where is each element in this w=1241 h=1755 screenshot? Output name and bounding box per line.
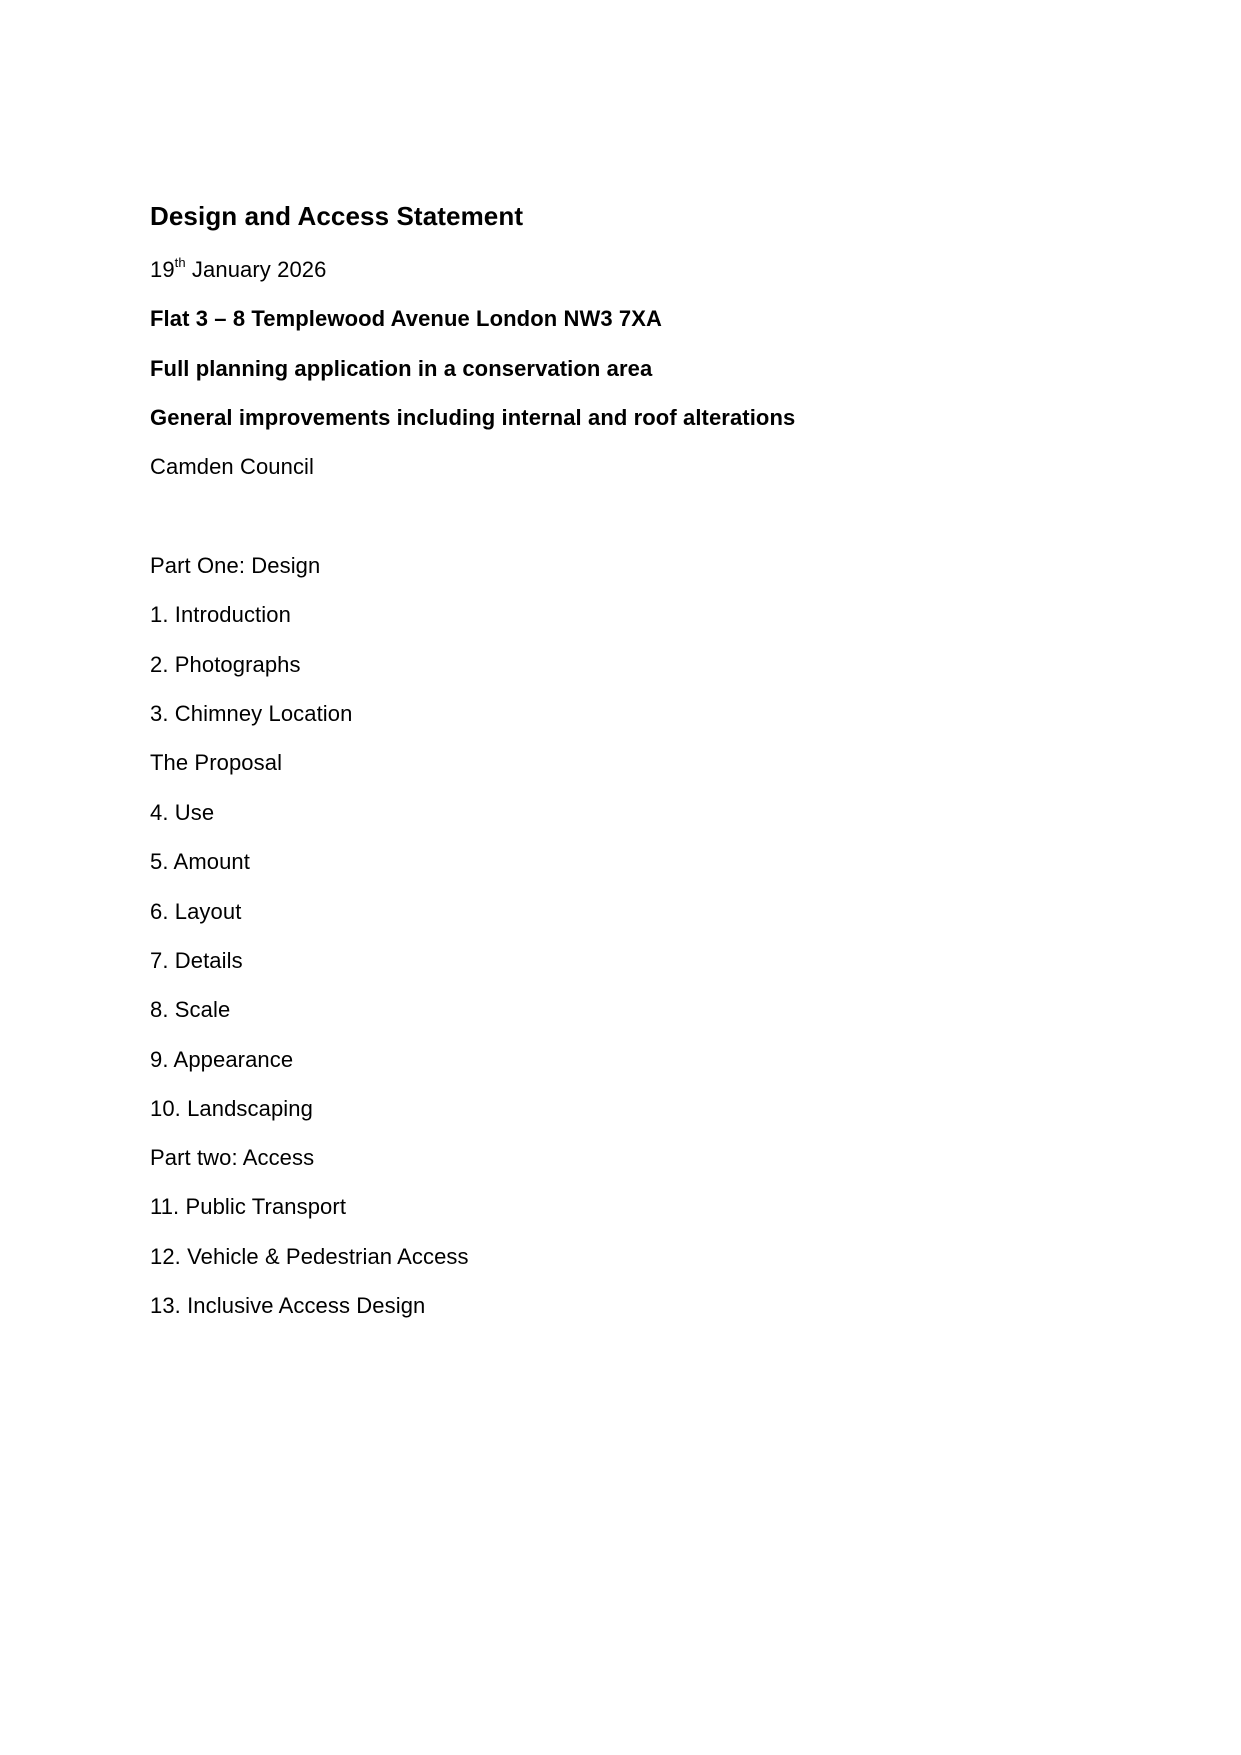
property-address: Flat 3 – 8 Templewood Avenue London NW3 7XA [150,306,662,331]
contents-item: 4. Use [150,800,215,825]
contents-item: 13. Inclusive Access Design [150,1293,426,1318]
contents-item: 1. Introduction [150,602,291,627]
document-title: Design and Access Statement [150,201,524,231]
contents-item: 5. Amount [150,849,250,874]
contents-item: 3. Chimney Location [150,701,353,726]
contents-item: Part two: Access [150,1145,315,1170]
contents-item: 12. Vehicle & Pedestrian Access [150,1244,469,1269]
council-name: Camden Council [150,454,315,479]
contents-item: 8. Scale [150,997,231,1022]
application-type: Full planning application in a conservation area [150,356,653,381]
date-suffix: th [174,254,186,270]
contents-item: 2. Photographs [150,652,301,677]
date-day: 19 [150,257,175,282]
contents-item: 10. Landscaping [150,1096,313,1121]
contents-item: 7. Details [150,948,243,973]
contents-item: 6. Layout [150,899,242,924]
contents-item: Part One: Design [150,553,321,578]
contents-item: The Proposal [150,750,283,775]
works-description: General improvements including internal and roof alterations [150,405,796,430]
contents-item: 9. Appearance [150,1047,294,1072]
contents-item: 11. Public Transport [150,1194,347,1219]
date-rest: January 2026 [185,257,327,282]
document-date [150,255,326,285]
